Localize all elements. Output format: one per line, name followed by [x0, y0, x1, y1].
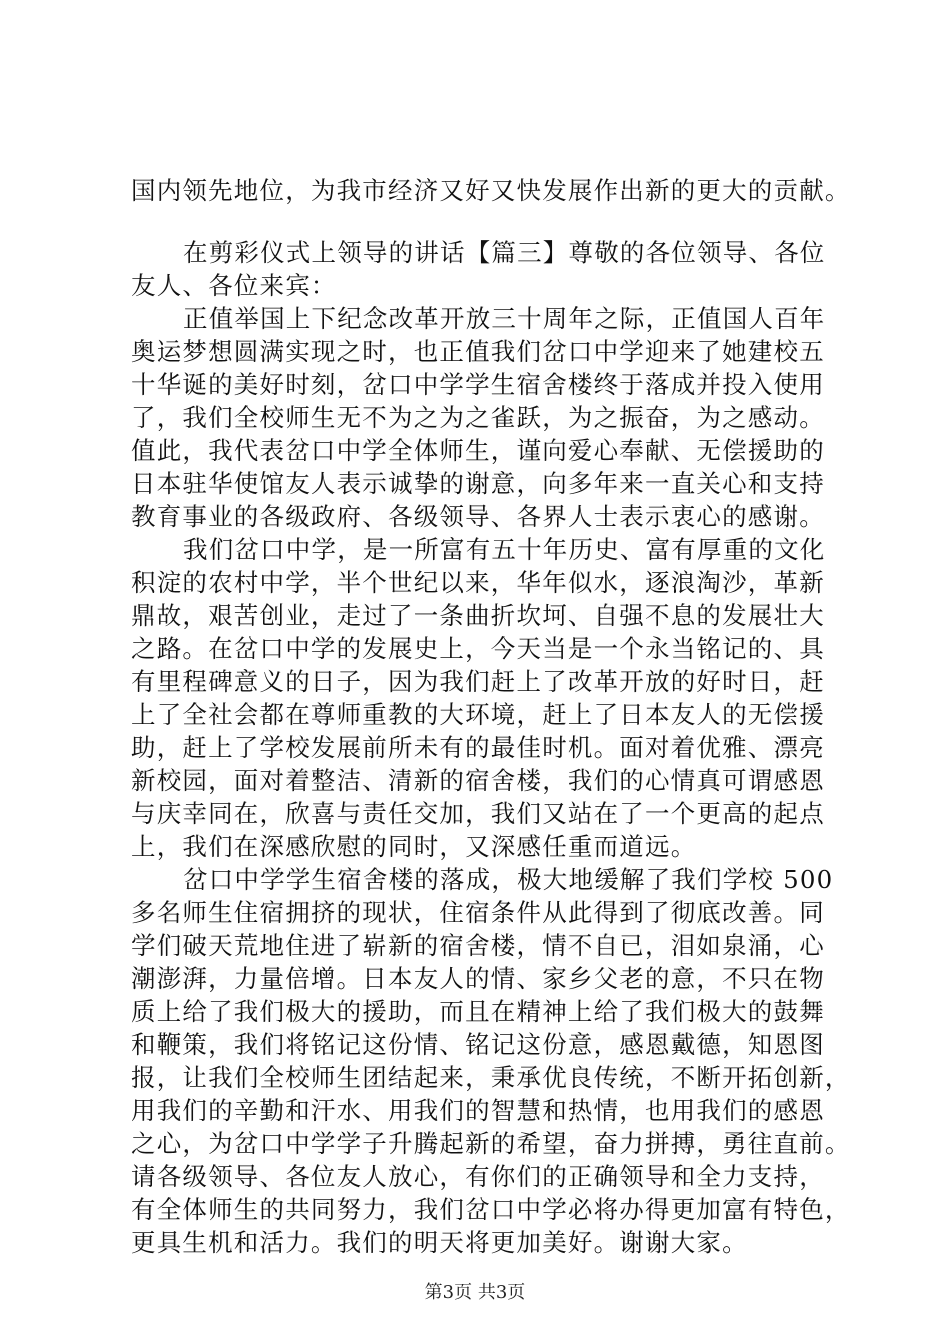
text-line: 教育事业的各级政府、各级领导、各界人士表示衷心的感谢。: [131, 502, 825, 531]
text-line: 报，让我们全校师生团结起来，秉承优良传统，不断开拓创新，: [131, 1063, 851, 1092]
text-line: 奥运梦想圆满实现之时，也正值我们岔口中学迎来了她建校五: [131, 337, 825, 366]
text-line: 日本驻华使馆友人表示诚挚的谢意，向多年来一直关心和支持: [131, 469, 825, 498]
page-number-footer: 第3页 共3页: [424, 1282, 526, 1303]
text-line: 潮澎湃，力量倍增。日本友人的情、家乡父老的意，不只在物: [131, 964, 825, 993]
text-line: 有全体师生的共同努力，我们岔口中学必将办得更加富有特色，: [131, 1195, 851, 1224]
text-line: 之路。在岔口中学的发展史上，今天当是一个永当铭记的、具: [131, 634, 825, 663]
paragraph-start-line: 正值举国上下纪念改革开放三十周年之际，正值国人百年: [183, 304, 826, 333]
text-line: 与庆幸同在，欣喜与责任交加，我们又站在了一个更高的起点: [131, 799, 825, 828]
text-line: 之心，为岔口中学学子升腾起新的希望，奋力拼搏，勇往直前。: [131, 1129, 851, 1158]
text-line: 国内领先地位，为我市经济又好又快发展作出新的更大的贡献。: [131, 176, 851, 205]
text-line: 值此，我代表岔口中学全体师生，谨向爱心奉献、无偿援助的: [131, 436, 825, 465]
text-line: 了，我们全校师生无不为之为之雀跃，为之振奋，为之感动。: [131, 403, 825, 432]
text-line: 用我们的辛勤和汗水、用我们的智慧和热情，也用我们的感恩: [131, 1096, 825, 1125]
text-line: 和鞭策，我们将铭记这份情、铭记这份意，感恩戴德，知恩图: [131, 1030, 825, 1059]
text-line: 友人、各位来宾：: [131, 271, 337, 300]
text-line: 有里程碑意义的日子，因为我们赶上了改革开放的好时日，赶: [131, 667, 825, 696]
text-line: 学们破天荒地住进了崭新的宿舍楼，情不自已，泪如泉涌，心: [131, 931, 825, 960]
text-line: 多名师生住宿拥挤的现状，住宿条件从此得到了彻底改善。同: [131, 898, 825, 927]
text-line: 上，我们在深感欣慰的同时，又深感任重而道远。: [131, 832, 697, 861]
text-line: 鼎故，艰苦创业，走过了一条曲折坎坷、自强不息的发展壮大: [131, 601, 825, 630]
text-line: 新校园，面对着整洁、清新的宿舍楼，我们的心情真可谓感恩: [131, 766, 825, 795]
text-line: 助，赶上了学校发展前所未有的最佳时机。面对着优雅、漂亮: [131, 733, 825, 762]
paragraph-start-line: 我们岔口中学，是一所富有五十年历史、富有厚重的文化: [183, 535, 826, 564]
text-line: 请各级领导、各位友人放心，有你们的正确领导和全力支持，: [131, 1162, 825, 1191]
text-line: 积淀的农村中学，半个世纪以来，华年似水，逐浪淘沙，革新: [131, 568, 825, 597]
text-line: 质上给了我们极大的援助，而且在精神上给了我们极大的鼓舞: [131, 997, 825, 1026]
text-line: 更具生机和活力。我们的明天将更加美好。谢谢大家。: [131, 1228, 748, 1257]
text-line: 上了全社会都在尊师重教的大环境，赶上了日本友人的无偿援: [131, 700, 825, 729]
text-line: 十华诞的美好时刻，岔口中学学生宿舍楼终于落成并投入使用: [131, 370, 825, 399]
section-heading-line: 在剪彩仪式上领导的讲话【篇三】尊敬的各位领导、各位: [183, 238, 826, 267]
paragraph-start-line: 岔口中学学生宿舍楼的落成，极大地缓解了我们学校 500: [183, 865, 834, 894]
